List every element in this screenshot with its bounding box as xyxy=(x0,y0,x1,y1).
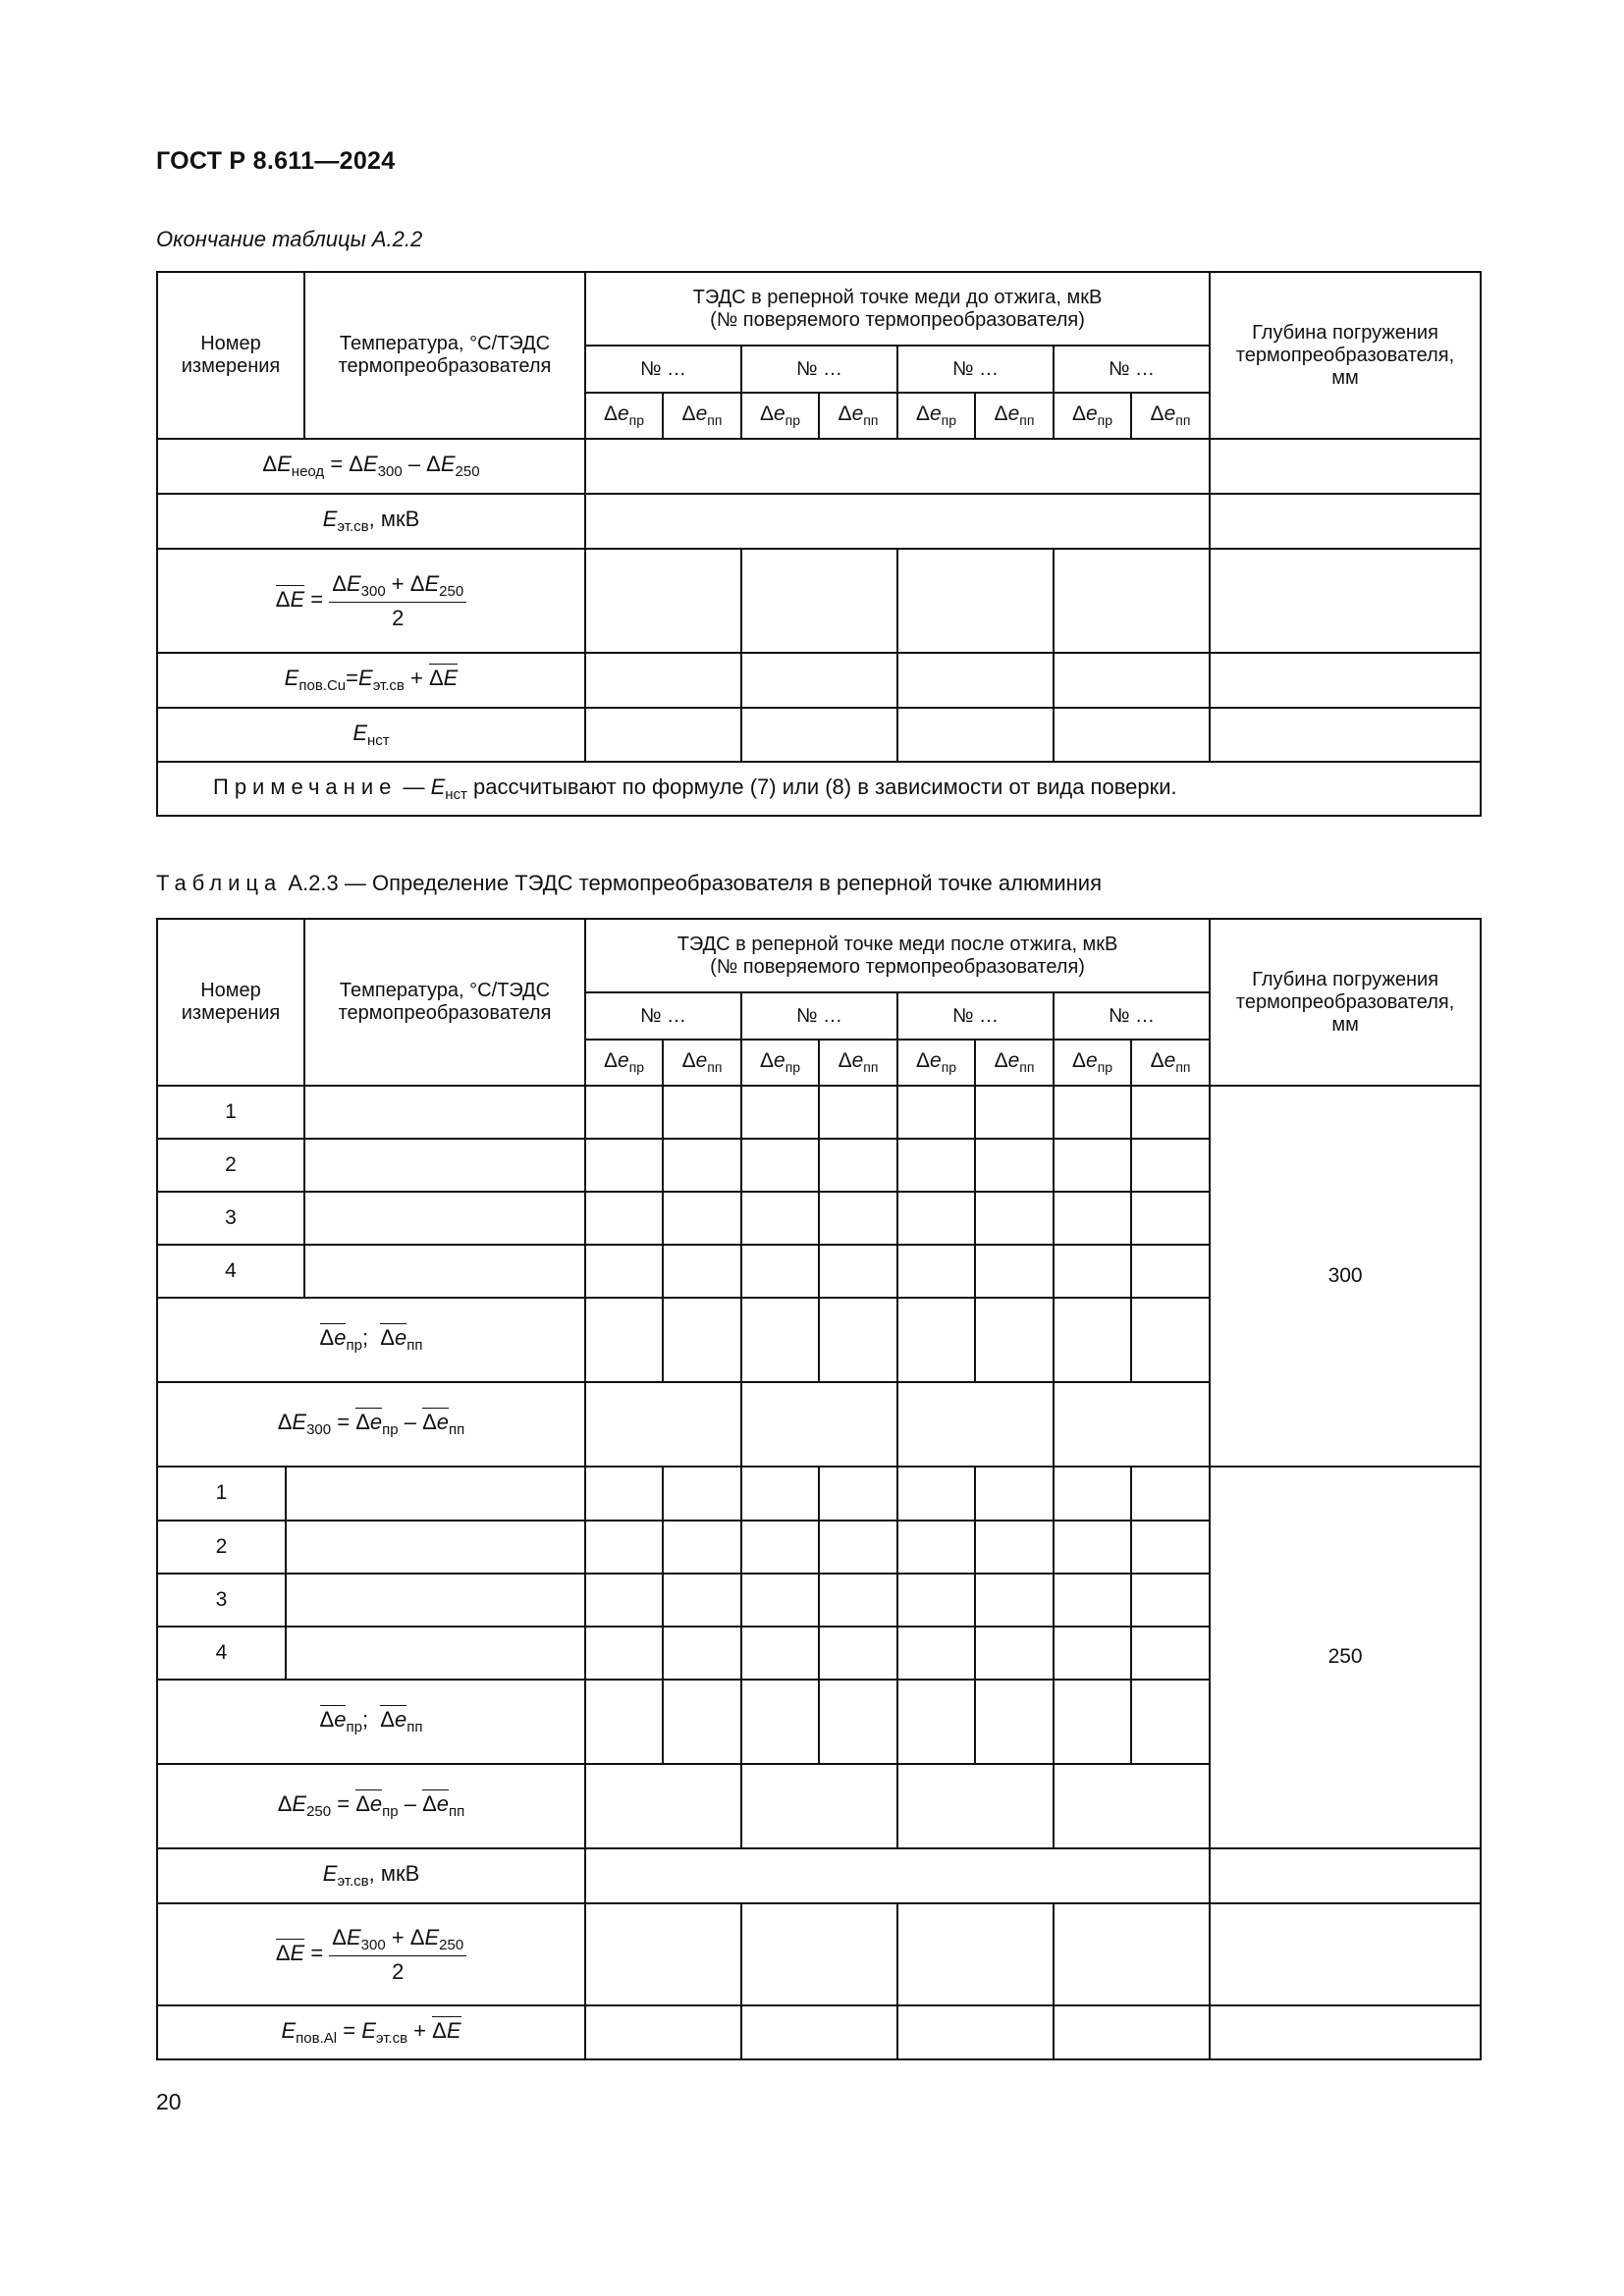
de-pr-header: $\Delta e_{пр}$ xyxy=(1054,393,1131,439)
formula-mean-de: ΔE = $\frac{\Delta E_{300} + \Delta E_{250}}{2}$ xyxy=(157,1903,585,2005)
temperature-cell xyxy=(286,1574,585,1627)
de-pr-header: $\Delta e_{пр}$ xyxy=(585,393,663,439)
table-note: Примечание — $E_{нст}$ рассчитывают по формуле (7) или (8) в зависимости от вида поверки. xyxy=(157,762,1481,816)
cell-empty xyxy=(1210,653,1481,708)
formula-de-300: $\Delta E_{300} = \Delta e_{пр} - \Delta e_{пп}$ xyxy=(157,1382,585,1467)
table-a23 xyxy=(156,918,1482,2060)
cell-empty xyxy=(1210,2005,1481,2059)
cell-empty xyxy=(585,439,1210,494)
de-pp-header: $\Delta e_{пп}$ xyxy=(1131,393,1210,439)
measurement-number: 3 xyxy=(157,1574,286,1627)
measurement-number: 1 xyxy=(157,1467,286,1521)
depth-250: 250 xyxy=(1210,1467,1481,1848)
caption-text: А.2.3 — Определение ТЭДС термопреобразователя в реперной точке алюминия xyxy=(288,871,1102,895)
temperature-cell xyxy=(304,1139,585,1192)
cell-empty xyxy=(585,653,741,708)
measurement-number: 4 xyxy=(157,1245,304,1298)
de-pp-header: $\Delta e_{пп}$ xyxy=(819,393,897,439)
de-pr-header: $\Delta e_{пр}$ xyxy=(741,393,819,439)
measurement-number: 2 xyxy=(157,1139,304,1192)
cell-empty xyxy=(1054,708,1210,762)
temperature-cell xyxy=(286,1627,585,1680)
cell-empty xyxy=(1054,549,1210,653)
formula-e-pov-al: $E_{пов.Al} = E_{эт.св} + \Delta E$ xyxy=(157,2005,585,2059)
de-pp-header: $\Delta e_{пп}$ xyxy=(819,1040,897,1086)
cell-empty xyxy=(585,708,741,762)
de-pp-header: $\Delta e_{пп}$ xyxy=(975,1040,1054,1086)
formula-e-nst: $E_{нст}$ xyxy=(157,708,585,762)
de-pr-header: $\Delta e_{пр}$ xyxy=(585,1040,663,1086)
temperature-cell xyxy=(304,1086,585,1139)
table-a23-caption xyxy=(156,871,1102,896)
thermo-number-3: № … xyxy=(897,992,1054,1040)
note-text: рассчитывают по формуле (7) или (8) в зависимости от вида поверки. xyxy=(473,774,1177,799)
measurement-number: 4 xyxy=(157,1627,286,1680)
formula-mean-de: ΔE = $\frac{\Delta E_{300} + \Delta E_{250}}{2}$ xyxy=(157,549,585,653)
formula-e-etsv: $E_{эт.св}$, мкВ xyxy=(157,494,585,549)
header-temperature: Температура, °С/ТЭДС термопреобразователя xyxy=(304,919,585,1086)
thermo-number-2: № … xyxy=(741,346,897,393)
formula-mean-de-pr-pp: $\Delta e_{пр}$; $\Delta e_{пп}$ xyxy=(157,1298,585,1382)
table-a22 xyxy=(156,271,1482,817)
formula-e-etsv: $E_{эт.св}$, мкВ xyxy=(157,1848,585,1903)
measurement-number: 1 xyxy=(157,1086,304,1139)
header-emf xyxy=(585,272,1210,346)
header-depth: Глубина погружения термопреобразователя, мм xyxy=(1210,919,1481,1086)
formula-de-250: $\Delta E_{250} = \Delta e_{пр} - \Delta e_{пп}$ xyxy=(157,1764,585,1848)
thermo-number-1: № … xyxy=(585,992,741,1040)
cell-empty xyxy=(585,494,1210,549)
header-emf-line1: ТЭДС в реперной точке меди после отжига, мкВ xyxy=(677,933,1118,955)
header-emf xyxy=(585,919,1210,992)
de-pr-header: $\Delta e_{пр}$ xyxy=(897,1040,975,1086)
cell-empty xyxy=(585,1848,1210,1903)
header-emf-line2: (№ поверяемого термопреобразователя) xyxy=(710,955,1085,978)
cell-empty xyxy=(1210,708,1481,762)
temperature-cell xyxy=(286,1521,585,1574)
thermo-number-4: № … xyxy=(1054,346,1210,393)
de-pp-header: $\Delta e_{пп}$ xyxy=(663,1040,741,1086)
document-header: ГОСТ Р 8.611—2024 xyxy=(156,147,396,175)
temperature-cell xyxy=(304,1245,585,1298)
header-depth: Глубина погружения термопреобразователя, мм xyxy=(1210,272,1481,439)
cell-empty xyxy=(1210,439,1481,494)
header-measurement-number: Номер измерения xyxy=(157,272,304,439)
header-temperature: Температура, °С/ТЭДС термопреобразователя xyxy=(304,272,585,439)
de-pr-header: $\Delta e_{пр}$ xyxy=(1054,1040,1131,1086)
temperature-cell xyxy=(304,1192,585,1245)
cell-empty xyxy=(741,708,897,762)
header-emf-line2: (№ поверяемого термопреобразователя) xyxy=(710,308,1085,331)
formula-e-neod: $\Delta E_{неод} = \Delta E_{300} - \Delta E_{250}$ xyxy=(157,439,585,494)
cell-empty xyxy=(741,549,897,653)
temperature-cell xyxy=(286,1467,585,1521)
formula-e-pov-cu: $E_{пов.Cu}=E_{эт.св} + \Delta E$ xyxy=(157,653,585,708)
caption-label: Таблица xyxy=(156,871,283,895)
cell-empty xyxy=(1210,549,1481,653)
note-label: Примечание xyxy=(213,774,398,799)
cell-empty xyxy=(897,708,1054,762)
cell-empty xyxy=(897,549,1054,653)
thermo-number-3: № … xyxy=(897,346,1054,393)
header-measurement-number: Номер измерения xyxy=(157,919,304,1086)
de-pp-header: $\Delta e_{пп}$ xyxy=(663,393,741,439)
de-pp-header: $\Delta e_{пп}$ xyxy=(975,393,1054,439)
header-emf-line1: ТЭДС в реперной точке меди до отжига, мкВ xyxy=(692,286,1103,308)
cell-empty xyxy=(1210,494,1481,549)
page-number: 20 xyxy=(156,2089,182,2114)
de-pr-header: $\Delta e_{пр}$ xyxy=(741,1040,819,1086)
cell-empty xyxy=(1210,1848,1481,1903)
depth-300: 300 xyxy=(1210,1086,1481,1467)
thermo-number-2: № … xyxy=(741,992,897,1040)
thermo-number-1: № … xyxy=(585,346,741,393)
thermo-number-4: № … xyxy=(1054,992,1210,1040)
measurement-number: 2 xyxy=(157,1521,286,1574)
cell-empty xyxy=(741,653,897,708)
de-pp-header: $\Delta e_{пп}$ xyxy=(1131,1040,1210,1086)
cell-empty xyxy=(585,549,741,653)
formula-mean-de-pr-pp: $\Delta e_{пр}$; $\Delta e_{пп}$ xyxy=(157,1680,585,1764)
table-a22-caption: Окончание таблицы А.2.2 xyxy=(156,227,423,251)
measurement-number: 3 xyxy=(157,1192,304,1245)
cell-empty xyxy=(1210,1903,1481,2005)
cell-empty xyxy=(1054,653,1210,708)
cell-empty xyxy=(897,653,1054,708)
de-pr-header: $\Delta e_{пр}$ xyxy=(897,393,975,439)
